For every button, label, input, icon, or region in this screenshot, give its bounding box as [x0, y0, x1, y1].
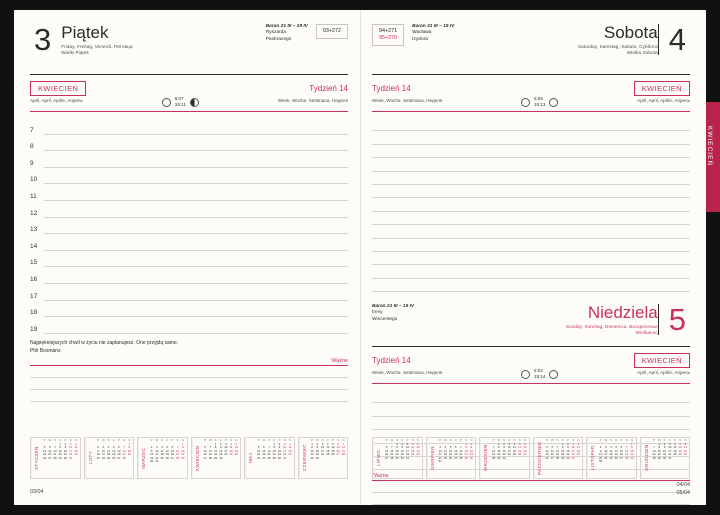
hour-line[interactable] [44, 217, 348, 218]
writing-line[interactable] [372, 198, 690, 211]
hour-line[interactable] [44, 167, 348, 168]
saturday-sunset: 19:13 [533, 102, 546, 107]
sunday-week-label: Tydzień 14 [372, 355, 411, 365]
right-mini-calendars [372, 437, 690, 479]
left-quote-text: Najpiękniejszych chwil w życiu nie zaplanujesz. One przyjdą same. [30, 339, 179, 346]
left-zodiac-block [266, 24, 308, 43]
hour-line[interactable] [44, 250, 348, 251]
left-month-translations: April, April, Aprile, Апрель [30, 98, 83, 103]
sun-icon [521, 98, 530, 107]
saturday-nameday-2: Izydora [412, 36, 428, 42]
hour-line[interactable] [44, 183, 348, 184]
left-nameday-2: Pankracego [265, 36, 292, 42]
writing-line[interactable] [372, 403, 690, 416]
saturday-sunrise-sunset [534, 96, 546, 108]
hour-label: 19 [30, 325, 38, 333]
hour-row[interactable] [30, 151, 348, 168]
mini-calendar-grid: P W Ś C P S N 1 2 3 4 5 6 7 8 9 10 11 12 13 14 15 16 17 18 19 20 21 22 23 24 25 26 27 28 29 30 31 [652, 438, 687, 460]
note-line[interactable] [30, 378, 348, 390]
left-day-name: Piątek [61, 23, 109, 42]
sunday-header-divider [372, 346, 690, 347]
left-week-label: Tydzień 14 [309, 83, 348, 93]
hour-row[interactable] [30, 301, 348, 318]
moon-icon [549, 98, 558, 107]
saturday-header-divider [372, 74, 690, 75]
right-page [360, 10, 706, 505]
sunday-day-name-note: Wielkanoc [635, 330, 658, 336]
saturday-day-name-note: Wielka Sobota [626, 50, 658, 55]
mini-calendar-month: KWIECIEŃ [192, 438, 202, 478]
mini-calendar-grid: P W Ś C P S N 1 2 3 4 5 6 7 8 9 10 11 12 13 14 15 16 17 18 19 20 21 22 23 24 25 26 27 28 29 30 31 [149, 438, 185, 463]
saturday-sun-times [521, 96, 559, 108]
left-header-divider [30, 74, 348, 75]
mini-calendar-grid: P W Ś C P S N 1 2 3 4 5 6 7 8 9 10 11 12 13 14 15 16 17 18 19 20 21 22 23 24 25 26 27 28 29 30 [310, 438, 345, 460]
hour-label: 11 [30, 192, 37, 200]
sunday-day-name: Niedziela [587, 303, 658, 323]
left-subheader-row2 [30, 96, 348, 108]
hour-row[interactable] [30, 135, 348, 152]
mini-calendar-month: GRUDZIEŃ [641, 438, 651, 478]
mini-calendar-month: SIERPIEŃ [427, 438, 437, 478]
saturday-day-number: 4 [658, 24, 690, 55]
left-sunset: 19:11 [174, 102, 186, 107]
mini-calendar-month: MAJ [245, 438, 255, 478]
hour-row[interactable] [30, 251, 348, 268]
hour-line[interactable] [44, 316, 348, 317]
saturday-week-label: Tydzień 14 [372, 83, 411, 93]
left-month-badge: KWIECIEŃ [30, 81, 86, 96]
note-line[interactable] [372, 481, 690, 493]
saturday-month-badge: KWIECIEŃ [634, 81, 690, 96]
sunday-sun-times [521, 368, 559, 380]
left-mini-calendars [30, 437, 348, 479]
saturday-writing-lines[interactable] [372, 118, 690, 292]
writing-line[interactable] [372, 118, 690, 131]
mini-calendar[interactable] [479, 437, 530, 479]
sunday-nameday-1: Ireny [372, 310, 383, 316]
writing-line[interactable] [372, 390, 690, 403]
mini-calendar[interactable] [533, 437, 584, 479]
left-day-count-box: 93+272 [316, 24, 348, 39]
sunday-subheader [372, 352, 690, 368]
left-day-header [30, 24, 348, 72]
mini-calendar[interactable] [372, 437, 423, 479]
sunday-month-badge: KWIECIEŃ [634, 353, 690, 368]
writing-line[interactable] [372, 417, 690, 430]
hour-line[interactable] [44, 333, 348, 334]
sun-icon [521, 370, 530, 379]
writing-line[interactable] [372, 225, 690, 238]
mini-calendar-grid: P W Ś C P S N 1 2 3 4 5 6 7 8 9 10 11 12 13 14 15 16 17 18 19 20 21 22 23 24 25 26 27 28 [96, 438, 131, 460]
left-zodiac-group [266, 24, 348, 43]
planner-spread [14, 10, 706, 505]
mini-calendar[interactable] [640, 437, 691, 479]
mini-calendar-month: PAŹDZIERNIK [534, 438, 544, 478]
mini-calendar[interactable] [137, 437, 188, 479]
saturday-day-name: Sobota [603, 23, 658, 42]
hour-label: 16 [30, 275, 38, 283]
saturday-count-bottom: 95+270 [379, 35, 398, 41]
saturday-week-translations: Week, Woche, Settimana, Неделя [372, 98, 443, 103]
sunday-header [372, 304, 690, 344]
sunday-accent-rule [372, 383, 690, 384]
writing-line[interactable] [372, 279, 690, 292]
note-line[interactable] [30, 390, 348, 402]
left-accent-rule [30, 111, 348, 112]
hour-row[interactable] [30, 267, 348, 284]
writing-line[interactable] [372, 185, 690, 198]
saturday-subheader-row2 [372, 96, 690, 108]
right-page-number-top: 04/04 [676, 482, 690, 488]
sunday-nameday-2: Wincentego [372, 316, 398, 322]
hour-line[interactable] [44, 266, 348, 267]
sunday-week-translations: Week, Woche, Settimana, Неделя [372, 370, 443, 376]
mini-calendar[interactable] [30, 437, 81, 479]
left-page-number: 03/04 [30, 489, 44, 495]
writing-line[interactable] [372, 131, 690, 144]
writing-line[interactable] [372, 239, 690, 252]
saturday-zodiac-group [372, 24, 454, 46]
left-important-label [30, 358, 348, 366]
saturday-name-block [578, 24, 658, 56]
saturday-sunrise: 6:05 [533, 96, 543, 101]
writing-line[interactable] [372, 145, 690, 158]
mini-calendar-grid: P W Ś C P S N 1 2 3 4 5 6 7 8 9 10 11 12 13 14 15 16 17 18 19 20 21 22 23 24 25 26 27 28 29 30 31 [384, 438, 420, 460]
sunday-name-block [566, 304, 658, 336]
hour-label: 8 [30, 143, 34, 151]
sunday-sunrise: 6:02 [533, 368, 543, 374]
left-sunrise-sunset [175, 96, 186, 108]
right-important-text: Ważne [372, 473, 389, 480]
sunday-day-number: 5 [658, 304, 690, 335]
mini-calendar-grid: P W Ś C P S N 1 2 3 4 5 6 7 8 9 10 11 12 13 14 15 16 17 18 19 20 21 22 23 24 25 26 27 28 29 30 31 [42, 438, 78, 460]
mini-calendar-month: LUTY [85, 438, 95, 478]
left-day-name-block [61, 24, 132, 56]
hour-label: 10 [30, 176, 38, 184]
left-quote [30, 340, 348, 355]
left-sunrise: 6:07 [174, 96, 184, 101]
mini-calendar-grid: P W Ś C P S N 1 2 3 4 5 6 7 8 9 10 11 12 13 14 15 16 17 18 19 20 21 22 23 24 25 26 27 28 29 30 [203, 438, 238, 460]
right-page-numbers [677, 482, 691, 497]
hour-line[interactable] [44, 150, 348, 151]
hour-label: 9 [30, 159, 34, 167]
sun-icon [162, 98, 171, 107]
hour-row[interactable] [30, 218, 348, 235]
sunday-sunset: 19:14 [533, 374, 546, 380]
saturday-zodiac-sign: Baran 21 III – 19 IV [412, 24, 455, 29]
month-tab-label: KWIECIEŃ [706, 126, 713, 167]
mini-calendar-grid: P W Ś C P S N 1 2 3 4 5 6 7 8 9 10 11 12 13 14 15 16 17 18 19 20 21 22 23 24 25 26 27 28 29 30 [491, 438, 527, 460]
left-day-name-note: Wielki Piątek [61, 50, 89, 55]
note-line[interactable] [30, 366, 348, 378]
mini-calendar-month: LIPIEC [373, 438, 383, 478]
hour-row[interactable] [30, 234, 348, 251]
mini-calendar-month: LISTOPAD [587, 438, 597, 478]
saturday-day-name-translations: Saturday, Samstag, Sabato, Cyббота [578, 44, 658, 49]
left-quote-author: Phil Bosmans [30, 347, 61, 354]
writing-line[interactable] [372, 212, 690, 225]
mini-calendar[interactable] [84, 437, 135, 479]
hour-label: 14 [30, 242, 38, 250]
saturday-month-translations: April, April, Aprile, Апрель [637, 98, 690, 103]
mini-calendar[interactable] [244, 437, 295, 479]
mini-calendar-grid: P W Ś C P S N 1 2 3 4 5 6 7 8 9 10 11 12 13 14 15 16 17 18 19 20 21 22 23 24 25 26 27 28 29 30 31 [256, 438, 292, 460]
right-note-lines[interactable] [372, 481, 690, 505]
sunday-zodiac-block [372, 304, 414, 323]
left-nameday-1: Ryszarda [265, 30, 286, 36]
left-page [14, 10, 360, 505]
saturday-nameday-1: Wacława [412, 30, 432, 36]
sunday-month-translations: April, April, Aprile, Апрель [637, 370, 690, 376]
hour-label: 18 [30, 309, 38, 317]
month-tab-kwiecien[interactable] [706, 102, 720, 212]
hour-row[interactable] [30, 317, 348, 334]
sunday-day-name-translations: Sunday, Sonntag, Domenica, Воскресенье [565, 324, 658, 330]
mini-calendar[interactable] [191, 437, 242, 479]
hour-row[interactable] [30, 201, 348, 218]
hour-label: 7 [30, 126, 34, 134]
moon-icon [549, 370, 558, 379]
left-subheader [30, 80, 348, 96]
hour-label: 13 [30, 226, 38, 234]
mini-calendar-month: WRZESIEŃ [480, 438, 490, 478]
hour-line[interactable] [44, 134, 348, 135]
hour-line[interactable] [44, 283, 348, 284]
mini-calendar[interactable] [426, 437, 477, 479]
saturday-accent-rule [372, 111, 690, 112]
mini-calendar-grid: P W Ś C P S N 1 2 3 4 5 6 7 8 9 10 11 12 13 14 15 16 17 18 19 20 21 22 23 24 25 26 27 28 29 30 31 [545, 438, 580, 460]
hour-label: 15 [30, 259, 38, 267]
hour-row[interactable] [30, 284, 348, 301]
mini-calendar[interactable] [298, 437, 349, 479]
saturday-count-top: 94+271 [379, 28, 398, 34]
left-day-name-translations: Friday, Freitag, Venerdi, Пятница [61, 44, 133, 49]
mini-calendar-month: STYCZEŃ [31, 438, 41, 478]
left-important-text: Ważne [331, 357, 348, 364]
writing-line[interactable] [372, 265, 690, 278]
mini-calendar[interactable] [586, 437, 637, 479]
hour-line[interactable] [44, 200, 348, 201]
saturday-zodiac-block [412, 24, 454, 43]
writing-line[interactable] [372, 172, 690, 185]
mini-calendar-grid: P W Ś C P S N 1 2 3 4 5 6 7 8 9 10 11 12 13 14 15 16 17 18 19 20 21 22 23 24 25 26 27 28 29 30 [598, 438, 634, 463]
sunday-sunrise-sunset [534, 368, 546, 380]
writing-line[interactable] [372, 158, 690, 171]
saturday-day-count-box [372, 24, 404, 46]
mini-calendar-month: CZERWIEC [299, 438, 309, 478]
left-day-number: 3 [34, 22, 52, 57]
hour-label: 17 [30, 292, 38, 300]
writing-line[interactable] [372, 252, 690, 265]
note-line[interactable] [372, 493, 690, 505]
left-note-lines[interactable] [30, 366, 348, 402]
sunday-subheader-row2 [372, 368, 690, 380]
saturday-header [372, 24, 690, 72]
mini-calendar-grid: P W Ś C P S N 1 2 3 4 5 6 7 8 9 10 11 12 13 14 15 16 17 18 19 20 21 22 23 24 25 26 27 28 29 30 31 [438, 438, 473, 463]
mini-calendar-month: MARZEC [138, 438, 148, 478]
right-page-number-bottom: 05/04 [676, 489, 690, 496]
hour-row[interactable] [30, 184, 348, 201]
hour-line[interactable] [44, 233, 348, 234]
hour-row[interactable] [30, 168, 348, 185]
hour-row[interactable] [30, 118, 348, 135]
left-sun-times [162, 96, 199, 108]
saturday-subheader [372, 80, 690, 96]
left-hour-grid [30, 118, 348, 334]
left-week-translations: Week, Woche, Settimana, Неделя [277, 98, 348, 103]
left-zodiac-sign: Baran 21 III – 19 IV [265, 24, 308, 29]
hour-line[interactable] [44, 300, 348, 301]
sunday-zodiac-sign: Baran 21 III – 19 IV [372, 304, 415, 310]
moon-icon [190, 98, 199, 107]
hour-label: 12 [30, 209, 38, 217]
